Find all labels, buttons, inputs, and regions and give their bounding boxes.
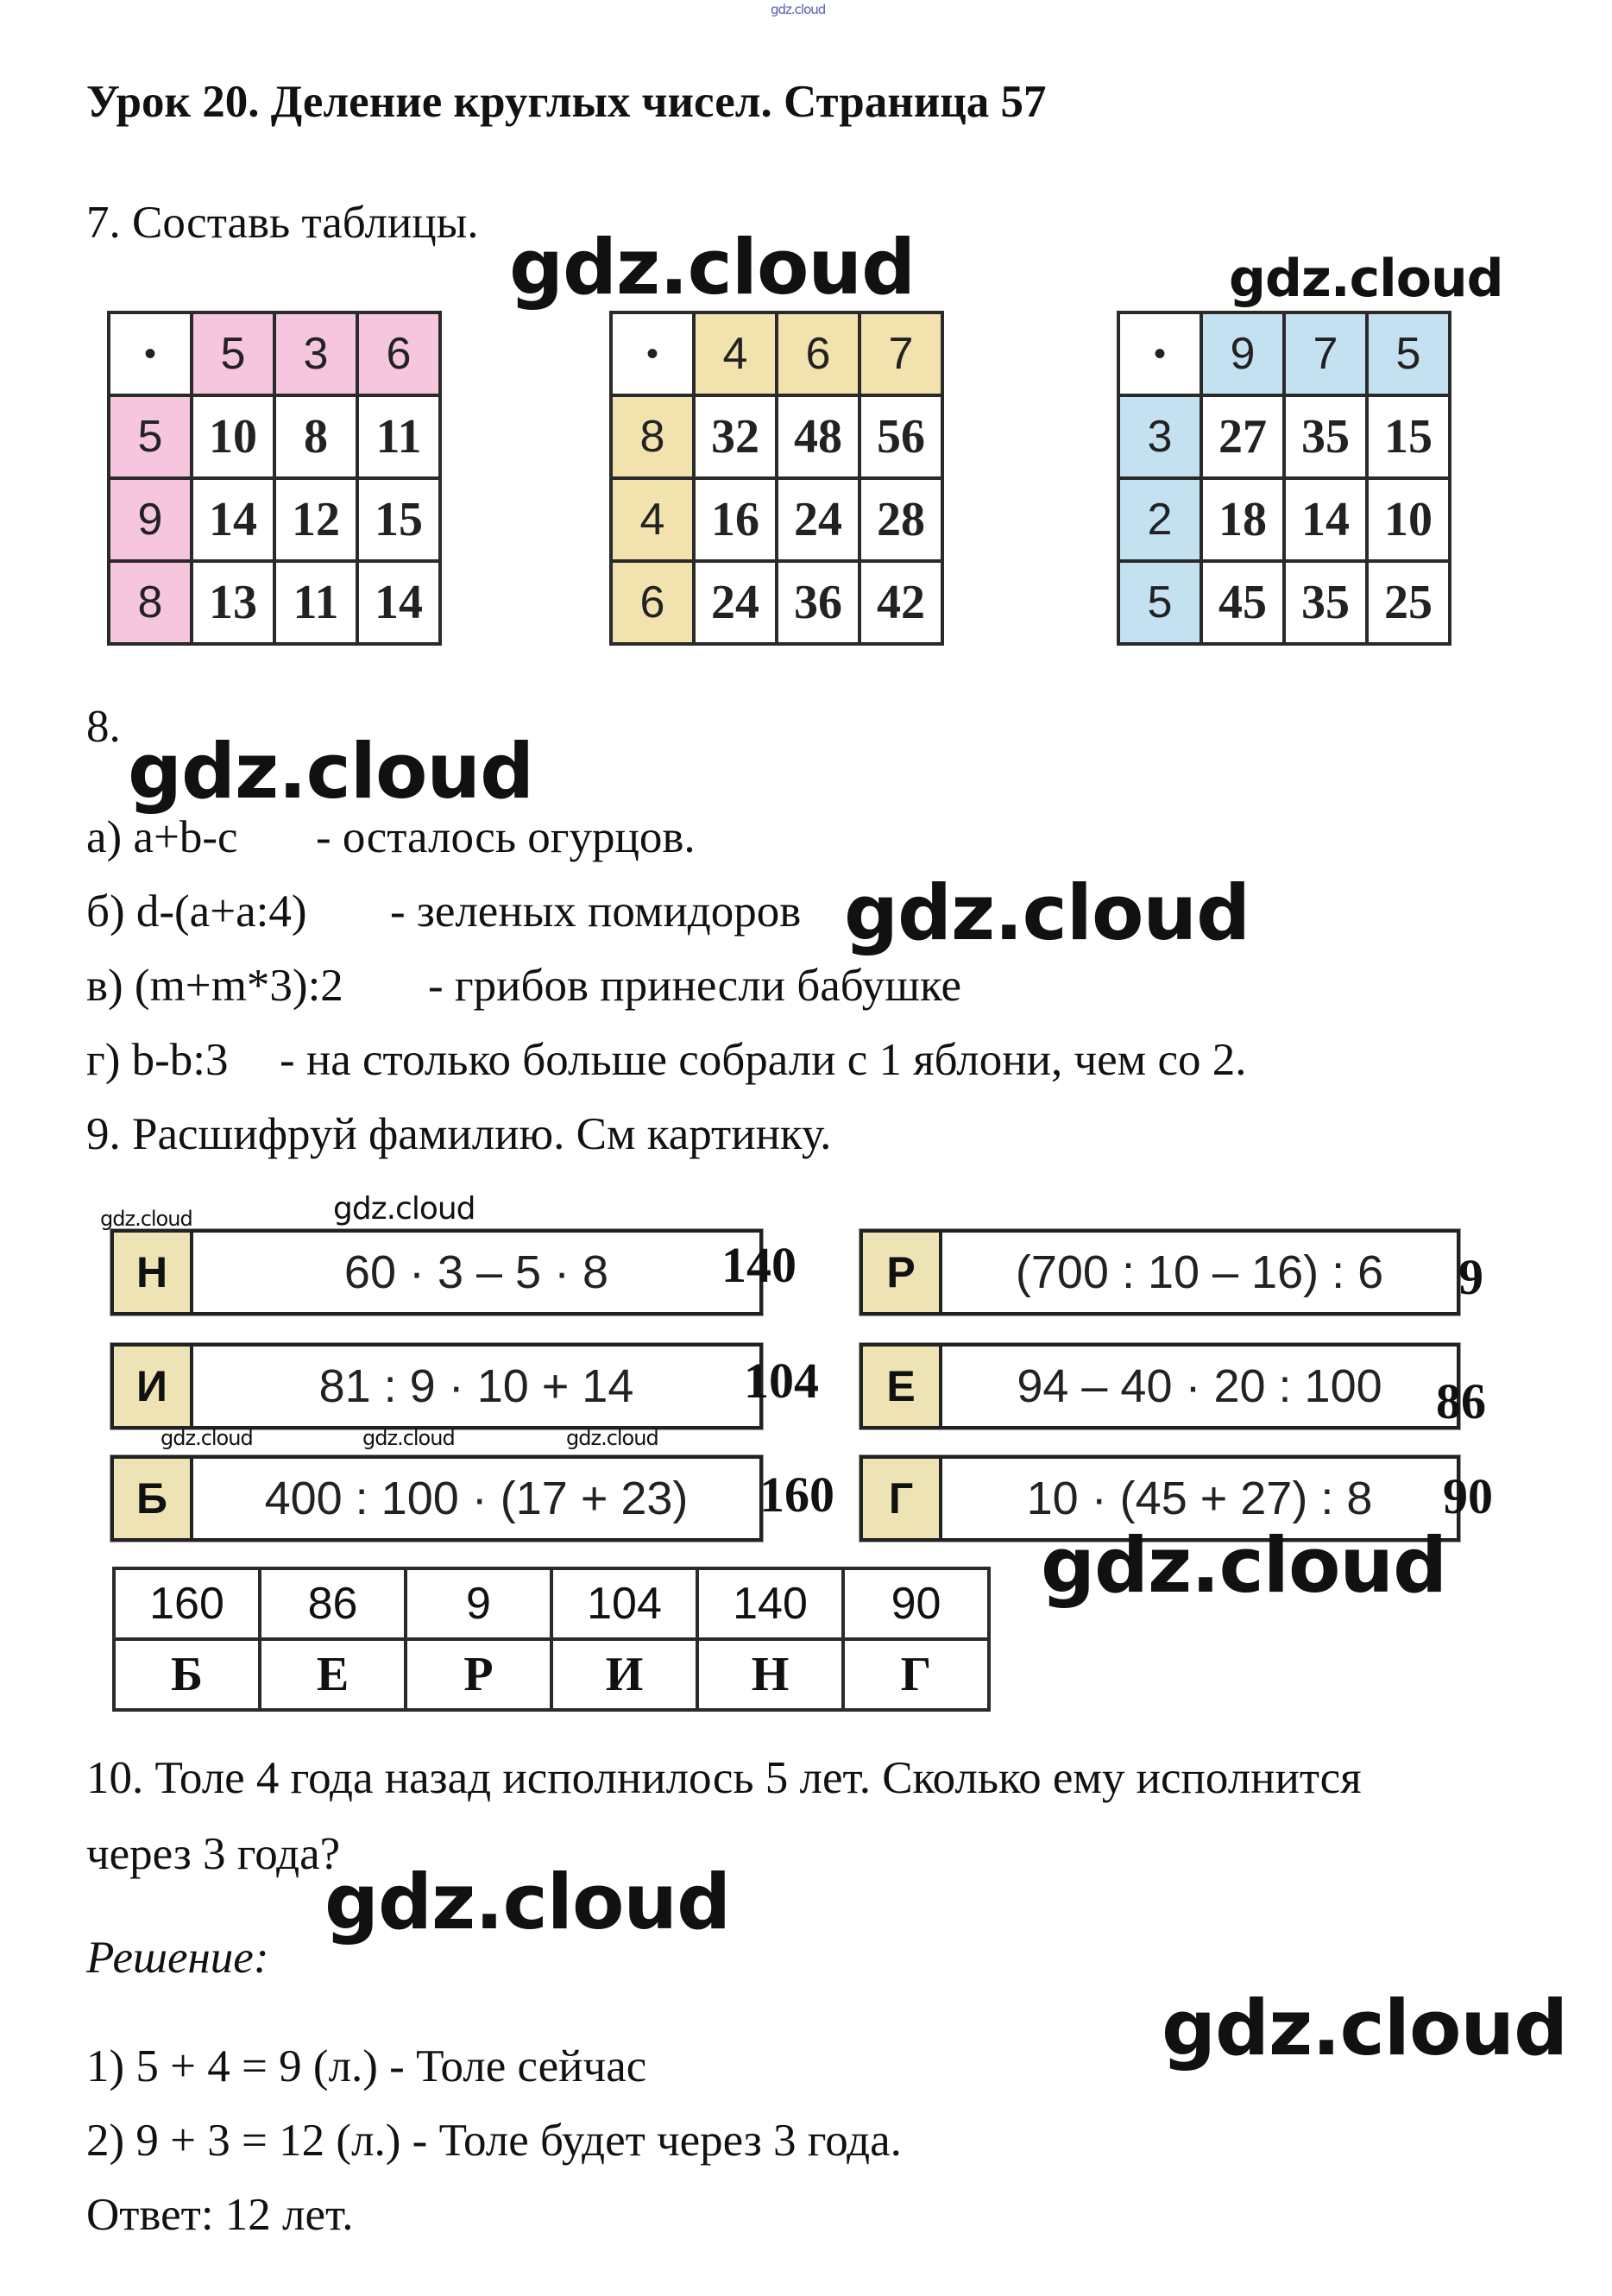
table-cell: 42: [860, 561, 942, 644]
decode-expression: 400 : 100 · (17 + 23): [264, 1473, 689, 1524]
watermark: gdz.cloud: [324, 1858, 731, 1946]
solution-step-1: 1) 5 + 4 = 9 (л.) - Толе сейчас: [86, 2041, 647, 2091]
row-header: 8: [109, 561, 192, 644]
table-cell: 35: [1284, 561, 1367, 644]
table-corner-symbol: •: [1118, 312, 1201, 395]
decode-answer: 140: [721, 1237, 797, 1293]
table-cell: 25: [1367, 561, 1450, 644]
column-header: 6: [357, 312, 440, 395]
key-letter: И: [551, 1639, 697, 1710]
table-cell: 24: [777, 478, 860, 561]
column-header: 5: [192, 312, 274, 395]
watermark: gdz.cloud: [1162, 1984, 1568, 2072]
decode-answer: 160: [759, 1467, 834, 1523]
decode-row-b: [110, 1455, 763, 1542]
multiplication-table-3: [1117, 311, 1451, 646]
column-header: 6: [777, 312, 860, 395]
table-cell: 56: [860, 395, 942, 478]
watermark: gdz.cloud: [566, 1426, 658, 1450]
watermark: gdz.cloud: [362, 1426, 455, 1450]
key-number: 86: [260, 1568, 406, 1639]
task10-heading-line1: 10. Толе 4 года назад исполнилось 5 лет. Сколько ему исполнится: [86, 1753, 1362, 1803]
task8-line-a-expr: а) a+b-c: [86, 812, 238, 862]
column-header: 5: [1367, 312, 1450, 395]
row-header: 4: [611, 478, 694, 561]
decode-expression: 94 – 40 · 20 : 100: [1017, 1360, 1382, 1412]
task8-line-g-expr: г) b-b:3: [86, 1035, 229, 1085]
table-cell: 14: [192, 478, 274, 561]
table-cell: 35: [1284, 395, 1367, 478]
multiplication-table-1: [107, 311, 442, 646]
table-cell: 15: [1367, 395, 1450, 478]
decode-row-e: [860, 1343, 1460, 1429]
watermark: gdz.cloud: [100, 1207, 192, 1231]
table-cell: 8: [274, 395, 357, 478]
key-letter: Р: [406, 1639, 551, 1710]
task8-line-v-desc: - грибов принесли бабушке: [428, 961, 961, 1011]
task8-heading: 8.: [86, 702, 121, 752]
table-cell: 11: [274, 561, 357, 644]
task8-line-a-desc: - осталось огурцов.: [316, 812, 696, 862]
row-header: 2: [1118, 478, 1201, 561]
key-letter: Н: [697, 1639, 843, 1710]
site-mark-top: gdz.cloud: [771, 2, 826, 17]
table-cell: 10: [1367, 478, 1450, 561]
column-header: 4: [694, 312, 777, 395]
row-header: 6: [611, 561, 694, 644]
decode-answer: 86: [1436, 1373, 1486, 1429]
table-cell: 16: [694, 478, 777, 561]
table-cell: 15: [357, 478, 440, 561]
decode-answer: 9: [1458, 1249, 1483, 1305]
answer-line: Ответ: 12 лет.: [86, 2190, 354, 2240]
table-corner-symbol: •: [109, 312, 192, 395]
watermark: gdz.cloud: [128, 727, 534, 816]
decode-row-i: [110, 1343, 763, 1429]
table-cell: 24: [694, 561, 777, 644]
column-header: 7: [860, 312, 942, 395]
decode-letter: Н: [114, 1233, 193, 1312]
multiplication-table-2: [609, 311, 944, 646]
task9-heading: 9. Расшифруй фамилию. См картинку.: [86, 1109, 832, 1159]
decode-letter: И: [114, 1347, 193, 1426]
table-cell: 11: [357, 395, 440, 478]
key-number: 160: [114, 1568, 260, 1639]
watermark: gdz.cloud: [844, 868, 1250, 957]
decode-letter: Р: [863, 1233, 942, 1312]
decode-letter: Г: [863, 1459, 942, 1538]
table-cell: 32: [694, 395, 777, 478]
decode-letter: Е: [863, 1347, 942, 1426]
watermark: gdz.cloud: [509, 223, 916, 312]
watermark: gdz.cloud: [161, 1426, 253, 1450]
decode-key-table: [112, 1567, 991, 1712]
decode-answer: 90: [1443, 1468, 1493, 1524]
key-number: 9: [406, 1568, 551, 1639]
column-header: 3: [274, 312, 357, 395]
page-title: Урок 20. Деление круглых чисел. Страница 57: [86, 77, 1047, 127]
row-header: 5: [1118, 561, 1201, 644]
row-header: 8: [611, 395, 694, 478]
key-letter: Г: [843, 1639, 989, 1710]
watermark: gdz.cloud: [1041, 1521, 1447, 1610]
watermark: gdz.cloud: [1229, 249, 1503, 309]
task7-heading: 7. Составь таблицы.: [86, 198, 479, 248]
decode-row-n: [110, 1229, 763, 1315]
decode-expression: 60 · 3 – 5 · 8: [343, 1246, 609, 1298]
task8-line-v-expr: в) (m+m*3):2: [86, 961, 343, 1011]
column-header: 7: [1284, 312, 1367, 395]
table-cell: 36: [777, 561, 860, 644]
column-header: 9: [1201, 312, 1284, 395]
solution-label: Решение:: [86, 1933, 269, 1983]
solution-step-2: 2) 9 + 3 = 12 (л.) - Толе будет через 3 года.: [86, 2116, 902, 2166]
decode-row-r: [860, 1229, 1460, 1315]
table-cell: 48: [777, 395, 860, 478]
key-letter: Б: [114, 1639, 260, 1710]
table-cell: 13: [192, 561, 274, 644]
table-cell: 45: [1201, 561, 1284, 644]
key-number: 90: [843, 1568, 989, 1639]
key-number: 104: [551, 1568, 697, 1639]
table-cell: 27: [1201, 395, 1284, 478]
table-cell: 14: [357, 561, 440, 644]
table-cell: 10: [192, 395, 274, 478]
table-cell: 14: [1284, 478, 1367, 561]
task10-heading-line2: через 3 года?: [86, 1829, 341, 1879]
row-header: 5: [109, 395, 192, 478]
key-letter: Е: [260, 1639, 406, 1710]
decode-expression: 81 : 9 · 10 + 14: [318, 1360, 634, 1412]
watermark: gdz.cloud: [333, 1191, 475, 1227]
table-cell: 28: [860, 478, 942, 561]
task8-line-b-expr: б) d-(a+a:4): [86, 886, 307, 937]
decode-letter: Б: [114, 1459, 193, 1538]
task8-line-g-desc: - на столько больше собрали с 1 яблони, чем со 2.: [280, 1035, 1247, 1085]
decode-answer: 104: [744, 1353, 819, 1409]
decode-expression: (700 : 10 – 16) : 6: [1015, 1246, 1384, 1298]
key-number: 140: [697, 1568, 843, 1639]
row-header: 9: [109, 478, 192, 561]
table-cell: 18: [1201, 478, 1284, 561]
table-corner-symbol: •: [611, 312, 694, 395]
decode-expression: 10 · (45 + 27) : 8: [1026, 1473, 1373, 1524]
task8-line-b-desc: - зеленых помидоров: [390, 886, 802, 937]
row-header: 3: [1118, 395, 1201, 478]
table-cell: 12: [274, 478, 357, 561]
